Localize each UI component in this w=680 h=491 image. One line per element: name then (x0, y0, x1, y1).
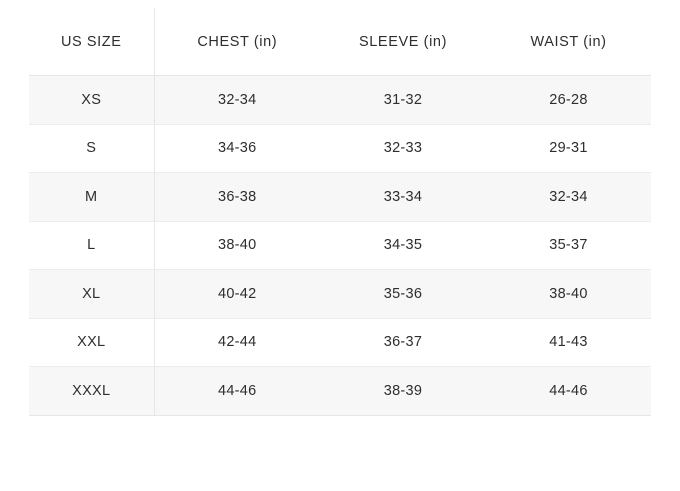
cell-sleeve: 35-36 (320, 270, 486, 319)
cell-us-size: XXL (29, 318, 154, 367)
cell-chest: 38-40 (154, 221, 320, 270)
cell-waist: 29-31 (486, 124, 651, 173)
table-row (29, 318, 651, 367)
cell-us-size: S (29, 124, 154, 173)
cell-sleeve: 31-32 (320, 76, 486, 125)
cell-sleeve: 34-35 (320, 221, 486, 270)
cell-us-size: L (29, 221, 154, 270)
cell-waist: 44-46 (486, 367, 651, 416)
table-row (29, 173, 651, 222)
table-row (29, 367, 651, 416)
cell-chest: 42-44 (154, 318, 320, 367)
cell-chest: 34-36 (154, 124, 320, 173)
cell-sleeve: 33-34 (320, 173, 486, 222)
table-row (29, 270, 651, 319)
table-body (29, 76, 651, 416)
column-header-us-size: US SIZE (29, 8, 154, 76)
cell-chest: 44-46 (154, 367, 320, 416)
cell-waist: 35-37 (486, 221, 651, 270)
table-header-row (29, 8, 651, 76)
cell-waist: 26-28 (486, 76, 651, 125)
column-header-sleeve: SLEEVE (in) (320, 8, 486, 76)
cell-waist: 32-34 (486, 173, 651, 222)
table-row (29, 124, 651, 173)
cell-waist: 38-40 (486, 270, 651, 319)
size-chart-table (29, 8, 651, 416)
cell-sleeve: 36-37 (320, 318, 486, 367)
table-row (29, 76, 651, 125)
table-row (29, 221, 651, 270)
cell-chest: 40-42 (154, 270, 320, 319)
cell-waist: 41-43 (486, 318, 651, 367)
cell-us-size: XS (29, 76, 154, 125)
cell-chest: 32-34 (154, 76, 320, 125)
table-header (29, 8, 651, 76)
cell-us-size: M (29, 173, 154, 222)
cell-sleeve: 38-39 (320, 367, 486, 416)
cell-sleeve: 32-33 (320, 124, 486, 173)
column-header-waist: WAIST (in) (486, 8, 651, 76)
column-header-chest: CHEST (in) (154, 8, 320, 76)
cell-us-size: XL (29, 270, 154, 319)
cell-chest: 36-38 (154, 173, 320, 222)
cell-us-size: XXXL (29, 367, 154, 416)
